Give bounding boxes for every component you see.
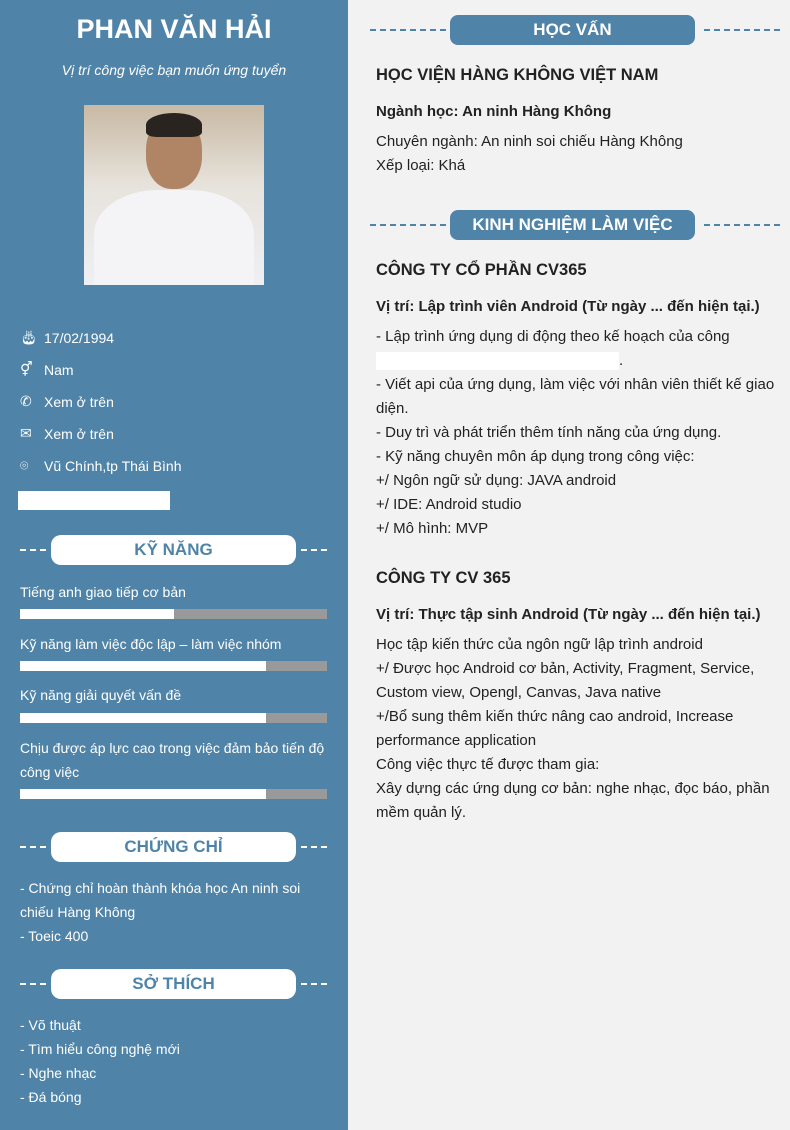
skill-label: Kỹ năng làm việc độc lập – làm việc nhóm xyxy=(20,636,282,652)
section-header-hobbies: SỞ THÍCH xyxy=(20,969,327,999)
redacted-field xyxy=(18,491,170,510)
job-description: Học tập kiến thức của ngôn ngữ lập trình android +/ Được học Android cơ bản, Activity, Fragment, Service, Custom view, Opengl, Canvas, Java native +/Bổ sung thêm kiến thức nâng cao android, Increase performance application Công việc thực tế được tham gia: Xây dựng các ứng dụng cơ bản: nghe nhạc, đọc báo, phần mềm quản lý. xyxy=(376,636,770,821)
gender-icon: ⚥ xyxy=(20,361,33,377)
skill-label: Kỹ năng giải quyết vấn đề xyxy=(20,687,182,703)
info-address: ⌾ Vũ Chính,tp Thái Bình xyxy=(20,457,182,474)
skill-bar-fill xyxy=(20,609,174,619)
major: Ngành học: An ninh Hàng Không xyxy=(376,103,612,120)
job-role: Vị trí: Thực tập sinh Android (Từ ngày ... đến hiện tại.) xyxy=(376,606,761,623)
phone-icon: ✆ xyxy=(20,393,32,409)
candidate-name: PHAN VĂN HẢI xyxy=(76,14,272,44)
email-icon: ✉ xyxy=(20,425,32,441)
skill-bar xyxy=(20,713,327,723)
job-description: - Lập trình ứng dụng di động theo kế hoạch của công . - Viết api của ứng dụng, làm việc với nhân viên thiết kế giao diện. - Duy trì và phát triển thêm tính năng của ứng dụng. - Kỹ năng chuyên môn áp dụng trong công việc: +/ Ngôn ngữ sử dụng: JAVA android +/ IDE: Android studio +/ Mô hình: MVP xyxy=(376,328,775,537)
skill-bar-fill xyxy=(20,713,266,723)
skill-bar-fill xyxy=(20,661,266,671)
location-icon: ⌾ xyxy=(20,457,29,473)
specialty: Chuyên ngành: An ninh soi chiếu Hàng Không xyxy=(376,133,683,150)
info-birthday: 🎂︎ 17/02/1994 xyxy=(20,329,115,346)
redacted-text xyxy=(376,352,619,370)
school-name: HỌC VIỆN HÀNG KHÔNG VIỆT NAM xyxy=(376,66,659,84)
company-name: CÔNG TY CỔ PHẦN CV365 xyxy=(376,261,587,279)
section-header-experience: KINH NGHIỆM LÀM VIỆC xyxy=(370,210,780,240)
avatar-photo xyxy=(84,105,264,285)
info-email: ✉ Xem ở trên xyxy=(20,425,114,442)
sidebar xyxy=(0,0,348,1130)
certificates-list: - Chứng chỉ hoàn thành khóa học An ninh soi chiếu Hàng Không - Toeic 400 xyxy=(20,880,301,944)
birthday-cake-icon: 🎂︎ xyxy=(20,329,38,345)
section-header-certificates: CHỨNG CHỈ xyxy=(20,832,327,862)
skill-bar xyxy=(20,789,327,799)
skill-bar-fill xyxy=(20,789,266,799)
desired-position: Vị trí công việc bạn muốn ứng tuyển xyxy=(61,62,287,78)
grade: Xếp loại: Khá xyxy=(376,157,466,174)
company-name: CÔNG TY CV 365 xyxy=(376,569,511,587)
main-content xyxy=(348,0,790,1130)
info-phone: ✆ Xem ở trên xyxy=(20,393,114,410)
job-role: Vị trí: Lập trình viên Android (Từ ngày ... đến hiện tại.) xyxy=(376,298,760,315)
skill-bar xyxy=(20,609,327,619)
skill-label: Tiếng anh giao tiếp cơ bản xyxy=(20,584,186,600)
skill-label: Chịu được áp lực cao trong việc đảm bảo tiến độ công việc xyxy=(20,740,325,780)
section-header-education: HỌC VẤN xyxy=(370,15,780,45)
hobbies-list: - Võ thuật - Tìm hiểu công nghệ mới - Nghe nhạc - Đá bóng xyxy=(20,1017,180,1105)
section-header-skills: KỸ NĂNG xyxy=(20,535,327,565)
info-gender: ⚥ Nam xyxy=(20,361,74,378)
skill-bar xyxy=(20,661,327,671)
